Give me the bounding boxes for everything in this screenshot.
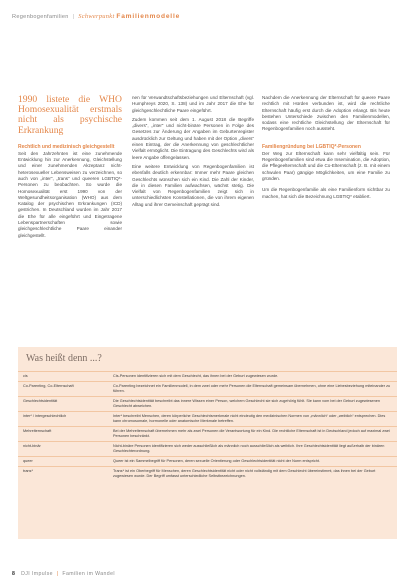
glossary-row: [18, 442, 397, 457]
article-column-2: [132, 95, 254, 211]
paragraph: Zudem kommen seit dem 1. August 2018 die Begriffe „divers“, „inter“ und nicht-binäre Personen in Folge des Gesetzes zur Änderung der Angaben im Geburtenregister ausdrücklich zur Geltung und haben mit der Option „divers“ einen Eintrag, der die Anerkennung von geschlechtlicher Vielfalt ermöglicht. Die Eintragung des Geschlechts wird als leere Angabe offengelassen.: [132, 116, 254, 160]
glossary-term: Mehrelternschaft: [23, 429, 52, 433]
glossary-definition: Nicht-binäre Personen identifizieren sich weder ausschließlich als männlich noch ausschließlich als weiblich. Ihre Geschlechtsidentität liegt außerhalb der binären Geschlechterordnung.: [113, 444, 385, 453]
glossary-definition: Cis-Personen identifizieren sich mit dem Geschlecht, das ihnen bei der Geburt zugewiesen wurde.: [113, 374, 279, 378]
running-header: [12, 13, 180, 20]
glossary-term: queer: [23, 459, 33, 463]
glossary-box: [18, 347, 397, 539]
paragraph: Um die Regenbogenfamilie als eine Familienform sichtbar zu machen, hat sich die Bezeichnung LGBTIQ* etabliert.: [262, 187, 390, 199]
footer-separator: |: [56, 571, 59, 577]
article-headline: 1990 listete die WHO Homosexualität erstmals nicht als psychische Erkrankung: [18, 94, 122, 136]
glossary-term: Co-Parenting, Co-Elternschaft: [23, 384, 74, 388]
glossary-row: [18, 427, 397, 442]
glossary-term: inter* / intergeschlechtlich: [23, 414, 67, 418]
kicker-label: Schwerpunkt: [78, 13, 115, 20]
glossary-term: trans*: [23, 469, 33, 473]
paragraph: Eine weitere Entwicklung von Regenbogenfamilien ist ebenfalls deutlich erkennbar: Immer mehr Paare gleichen Geschlechts wünschen sich ein Kind. Die Zahl der Kinder, die in diesen Familien aufwachsen, wächst stetig. Die Vielfalt von Regenbogenfamilien zeigt sich in unterschiedlichsten Konstellationen, die von ihrem eigenen Alltag und ihrer Gemeinschaft geprägt sind.: [132, 163, 254, 207]
footer-publication: DJI Impulse: [21, 571, 53, 577]
glossary-row: [18, 412, 397, 427]
glossary-term: nicht-binär: [23, 444, 41, 448]
article-column-3: [262, 95, 390, 205]
glossary-row: [18, 382, 397, 397]
glossary-term: cis: [23, 374, 28, 378]
subhead-familiengruendung: Familiengründung bei LGBTIQ*-Personen: [262, 143, 361, 150]
glossary-definition: Queer ist ein Sammelbegriff für Personen, deren sexuelle Orientierung oder Geschlechtsidentität nicht der Norm entspricht.: [113, 459, 320, 463]
glossary-row: [18, 372, 397, 382]
footer-issue: Familien im Wandel: [62, 571, 115, 577]
glossary-definition: Trans* ist ein Oberbegriff für Menschen, deren Geschlechtsidentität nicht oder nicht vollständig mit dem Geschlecht übereinstimmt, das ihnen bei der Geburt zugewiesen wurde. Der Begriff umfasst unterschiedliche Selbstbezeichnungen.: [113, 469, 376, 478]
paragraph: Seit den Jahrzehnten ist eine zunehmende Entwicklung hin zur Anerkennung, Gleichstellung und einer zunehmenden Akzeptanz nicht-heterosexueller Lebensweisen zu verzeichnen, so auch von „inter“, „trans“ und queeren LGBTIQ*-Personen zu beobachten. So wurde die Homosexualität erst 1990 von der Weltgesundheitsorganisation (WHO) aus dem Katalog der psychischen Erkrankungen (ICD) gestrichen. In Deutschland wurden im Jahr 2017 die Ehe für alle eingeführt und Eingetragene Lebenspartnerschaften sowie gleichgeschlechtliche Paare einander gleichgestellt.: [18, 150, 122, 238]
subhead-gleichgestellt: Rechtlich und medizinisch gleichgestellt: [18, 143, 115, 150]
glossary-row: [18, 397, 397, 412]
glossary-term: Geschlechtsidentität: [23, 399, 58, 403]
section-title: Familienmodelle: [116, 13, 181, 20]
glossary-definition: Co-Parenting bezeichnet ein Familienmodell, in dem zwei oder mehr Personen die Elternschaft gemeinsam übernehmen, ohne eine Liebesbeziehung miteinander zu führen.: [113, 384, 391, 393]
paragraph: Nachdem die Anerkennung der Elternschaft für queere Paare rechtlich mit Hürden verbunden ist, wird die rechtliche Elternschaft häufig erst durch die Adoption erlangt. Bis heute bestehen Unterschiede zwischen den Familienmodellen, sodass eine rechtliche Gleichstellung der Elternschaft für Regenbogenfamilien noch aussteht.: [262, 95, 390, 132]
article-column-1: [18, 95, 122, 242]
glossary-row: [18, 457, 397, 467]
glossary-definition: Bei der Mehrelternschaft übernehmen mehr als zwei Personen die Verantwortung für ein Kind. Die rechtliche Elternschaft ist in Deutschland jedoch auf maximal zwei Personen beschränkt.: [113, 429, 390, 438]
glossary-definition: Die Geschlechtsidentität beschreibt das innere Wissen einer Person, welchem Geschlecht sie sich zugehörig fühlt. Sie kann vom bei der Geburt zugewiesenen Geschlecht abweichen.: [113, 399, 380, 408]
page-number: 8: [12, 571, 16, 577]
header-separator: |: [72, 14, 75, 20]
section-label: Regenbogenfamilien: [12, 14, 69, 20]
paragraph: Der Weg zur Elternschaft kann sehr vielfältig sein. Für Regenbogenfamilien sind etwa die Insemination, die Adoption, die Pflegeelternschaft und die Co-Elternschaft (z. B. mit einem schwulen Paar) gängige Möglichkeiten, um eine Familie zu gründen.: [262, 150, 390, 181]
paragraph: nen für Verwandtschaftsbeziehungen und Elternschaft (vgl. Humphreys 2020, S. 138) und im Jahr 2017 die Ehe für gleichgeschlechtliche Paare eingeführt.: [132, 95, 254, 113]
glossary-row: [18, 467, 397, 481]
page-footer: [12, 571, 115, 577]
glossary-title: Was heißt denn ...?: [26, 353, 102, 364]
glossary-table: [18, 372, 397, 481]
glossary-definition: Inter* beschreibt Menschen, deren körperliche Geschlechtsmerkmale nicht eindeutig den medizinischen Normen von „männlich“ oder „weiblich“ entsprechen. Dies kann chromosomale, hormonelle oder anatomische Merkmale betreffen.: [113, 414, 386, 423]
